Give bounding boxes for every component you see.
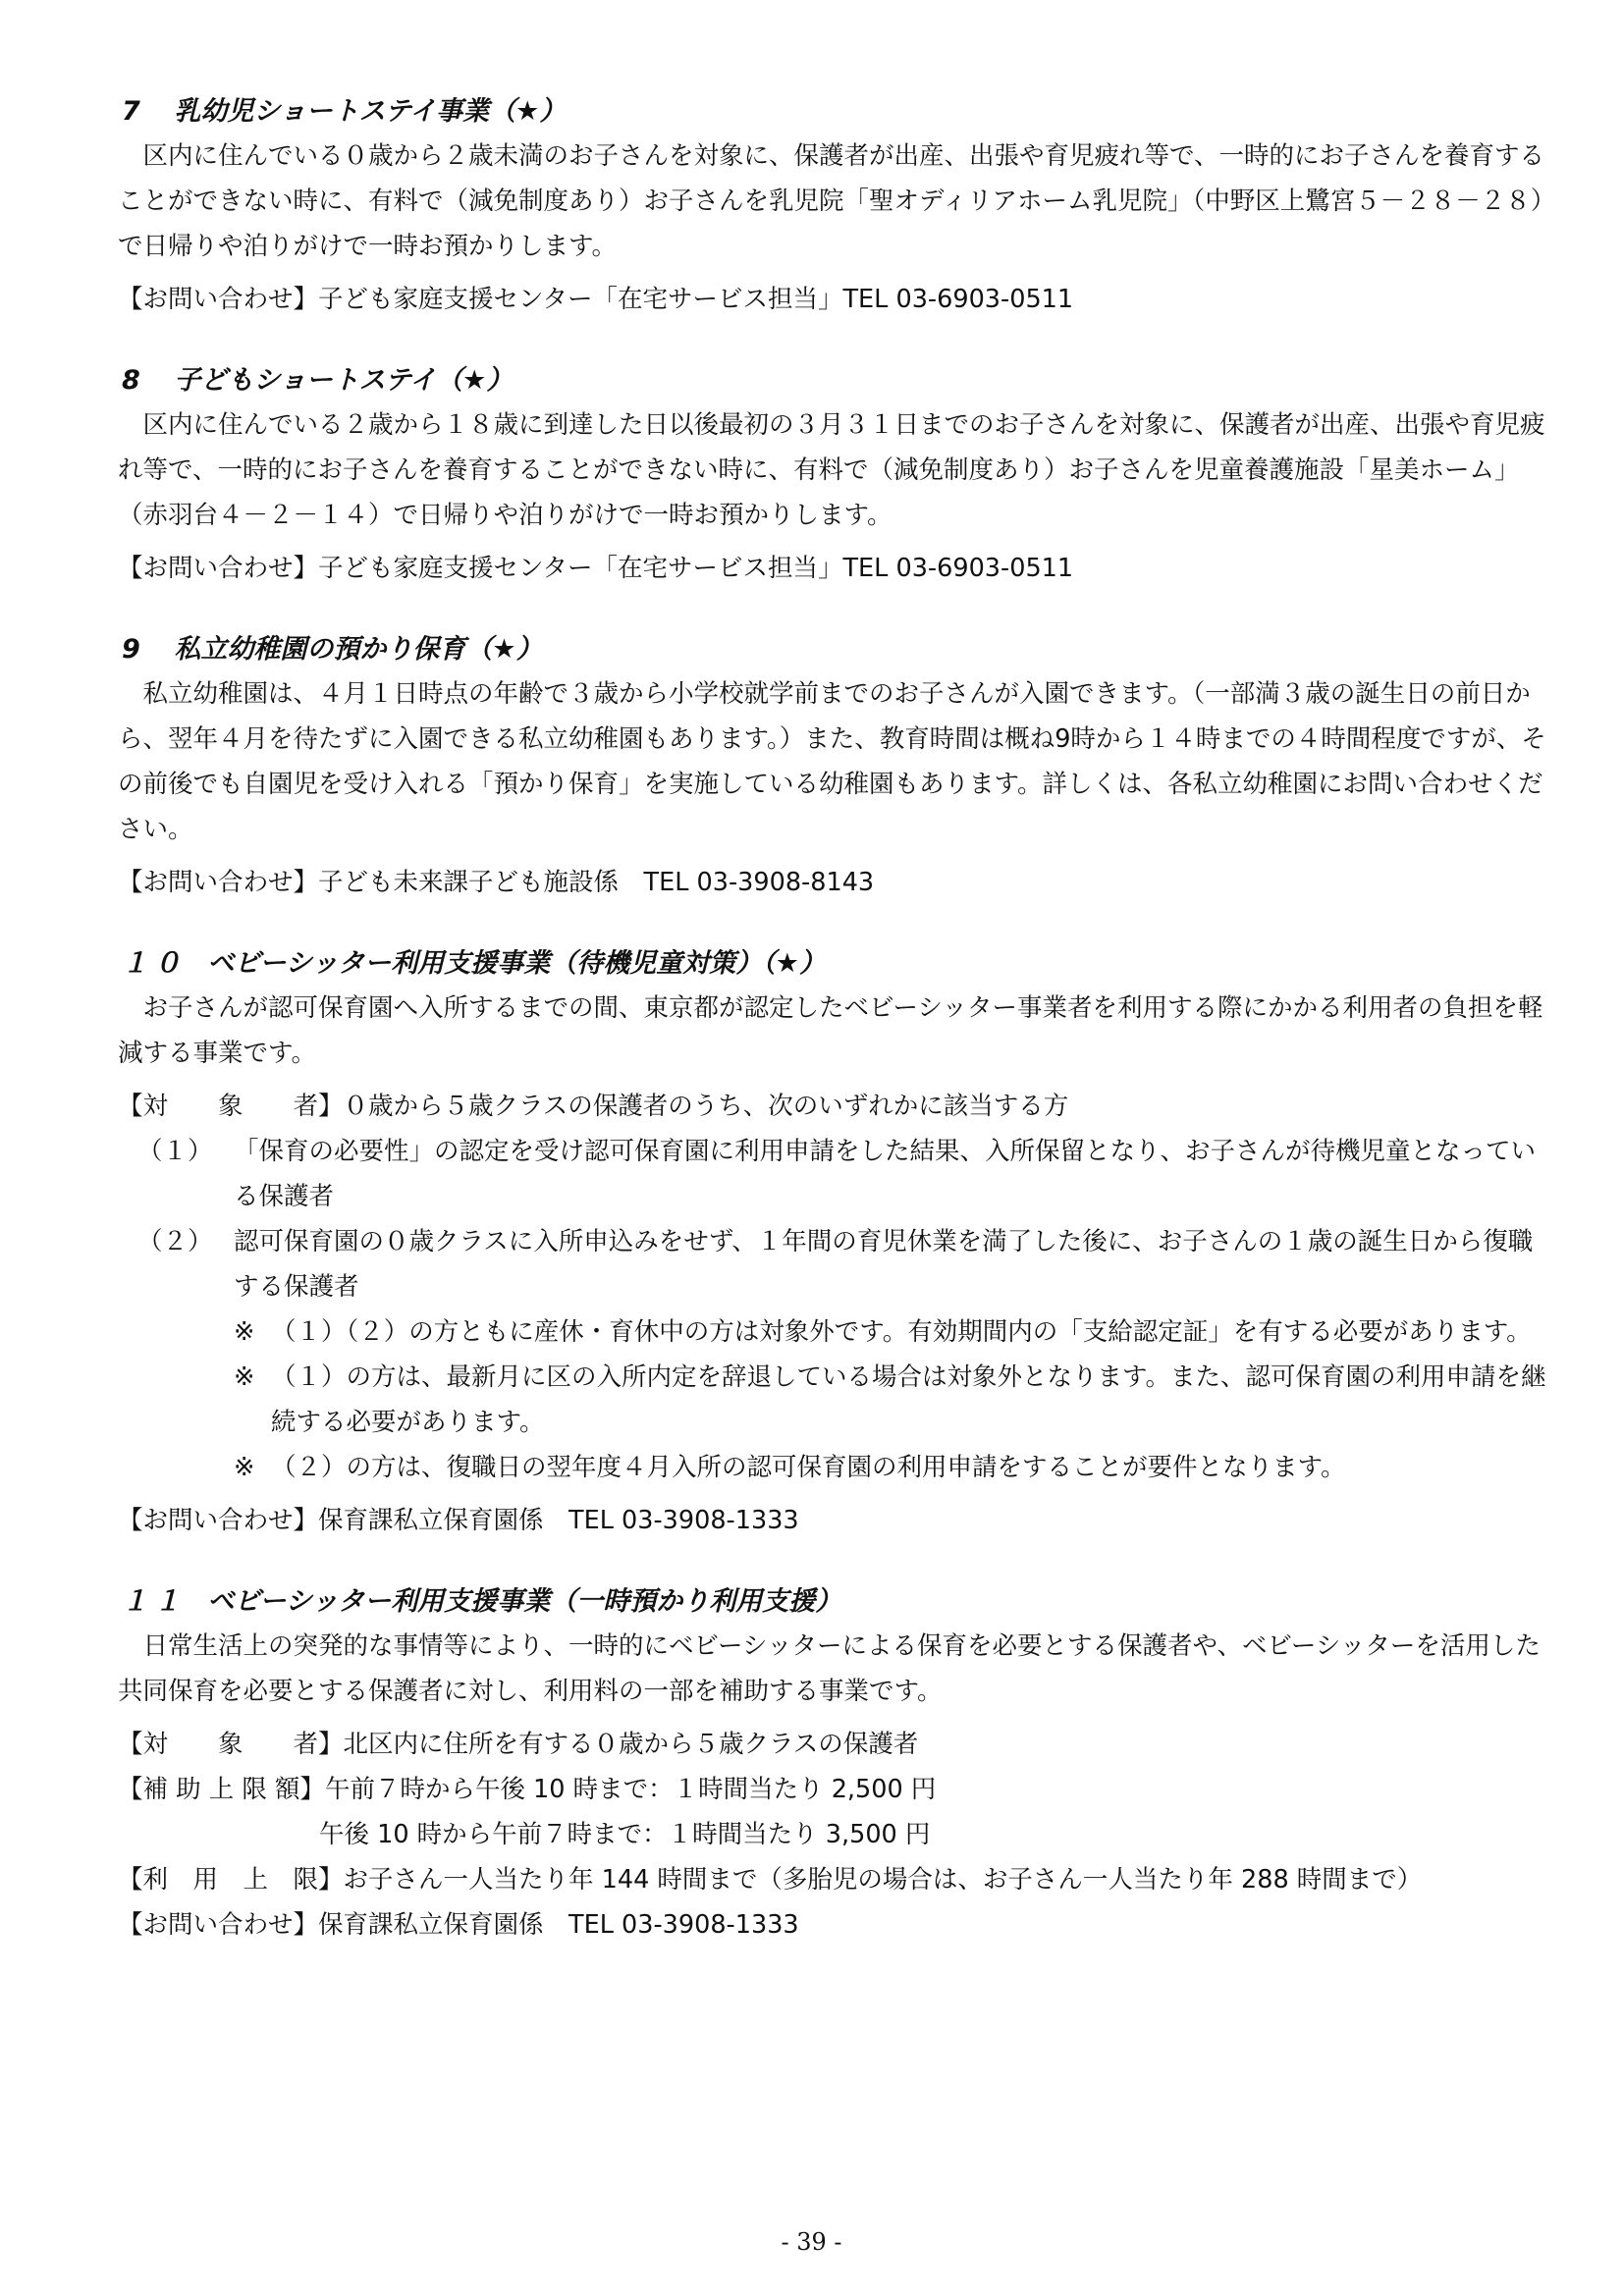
target-row xyxy=(118,1722,1551,1767)
list-item-marker: （２） xyxy=(137,1227,213,1256)
section-title: 私立幼稚園の預かり保育（★） xyxy=(174,634,543,665)
section-heading xyxy=(118,944,1551,984)
limit-label: 【利 用 上 限】 xyxy=(118,1865,344,1895)
note-text: （１）の方は、最新月に区の入所内定を辞退している場合は対象外となります。また、認可保育園の利用申請を継続する必要があります。 xyxy=(271,1362,1546,1437)
target-label: 【対 象 者】 xyxy=(118,1730,344,1759)
section-title: 子どもショートステイ（★） xyxy=(174,365,514,396)
list-item xyxy=(118,1219,1551,1309)
section-10 xyxy=(118,944,1551,1543)
list-item-text: 認可保育園の０歳クラスに入所申込みをせず、１年間の育児休業を満了した後に、お子さんの１歳の誕生日から復職する保護者 xyxy=(234,1227,1534,1302)
limit-value: お子さん一人当たり年 144 時間まで（多胎児の場合は、お子さん一人当たり年 288 時間まで） xyxy=(343,1865,1423,1895)
section-number: １０ xyxy=(122,948,187,979)
subsidy-label: 【補 助 上 限 額】 xyxy=(118,1775,325,1804)
section-number: 7 xyxy=(122,96,140,127)
subsidy-value-day: 午前７時から午後 10 時まで：１時間当たり 2,500 円 xyxy=(324,1775,937,1804)
subsidy-row xyxy=(118,1767,1551,1812)
document-page xyxy=(118,92,1551,1948)
section-title: 乳幼児ショートステイ事業（★） xyxy=(174,96,567,127)
section-7 xyxy=(118,92,1551,322)
section-heading xyxy=(118,630,1551,669)
contact-line: 【お問い合わせ】子ども未来課子ども施設係 TEL 03-3908-8143 xyxy=(118,868,875,897)
note-text: （２）の方は、復職日の翌年度４月入所の認可保育園の利用申請をすることが要件となります。 xyxy=(271,1453,1346,1482)
page-number: - 39 - xyxy=(781,2228,842,2256)
note-item xyxy=(118,1309,1551,1355)
list-item-text: 「保育の必要性」の認定を受け認可保育園に利用申請をした結果、入所保留となり、お子さんが待機児童となっている保護者 xyxy=(234,1137,1537,1211)
note-marker: ※ xyxy=(234,1317,255,1347)
section-heading xyxy=(118,92,1551,132)
section-number: 9 xyxy=(122,634,140,665)
contact-line: 【お問い合わせ】保育課私立保育園係 TEL 03-3908-1333 xyxy=(118,1910,799,1940)
section-title: ベビーシッター利用支援事業（待機児童対策）（★） xyxy=(207,948,826,979)
contact-line: 【お問い合わせ】子ども家庭支援センター「在宅サービス担当」TEL 03-6903-0511 xyxy=(118,554,1074,583)
section-11 xyxy=(118,1582,1551,1948)
section-heading xyxy=(118,361,1551,400)
section-number: １１ xyxy=(122,1586,187,1617)
target-value: ０歳から５歳クラスの保護者のうち、次のいずれかに該当する方 xyxy=(343,1092,1069,1121)
section-body: お子さんが認可保育園へ入所するまでの間、東京都が認定したベビーシッター事業者を利用する際にかかる利用者の負担を軽減する事業です。 xyxy=(118,993,1543,1068)
note-text: （１）（２）の方ともに産休・育休中の方は対象外です。有効期間内の「支給認定証」を有する必要があります。 xyxy=(271,1317,1532,1347)
section-body: 区内に住んでいる０歳から２歳未満のお子さんを対象に、保護者が出産、出張や育児疲れ等で、一時的にお子さんを養育することができない時に、有料で（減免制度あり）お子さんを乳児院「聖オディリアホーム乳児院」（中野区上鷺宮５－２８－２８）で日帰りや泊りがけで一時お預かりします。 xyxy=(118,141,1544,261)
section-title: ベビーシッター利用支援事業（一時預かり利用支援） xyxy=(207,1586,842,1617)
note-marker: ※ xyxy=(234,1362,255,1392)
section-heading xyxy=(118,1582,1551,1622)
section-number: 8 xyxy=(122,365,140,396)
contact-line: 【お問い合わせ】子ども家庭支援センター「在宅サービス担当」TEL 03-6903-0511 xyxy=(118,285,1074,314)
section-body: 私立幼稚園は、４月１日時点の年齢で３歳から小学校就学前までのお子さんが入園できます。（一部満３歳の誕生日の前日から、翌年４月を待たずに入園できる私立幼稚園もあります。）また、教育時間は概ね9時から１４時までの４時間程度ですが、その前後でも自園児を受け入れる「預かり保育」を実施している幼稚園もあります。詳しくは、各私立幼稚園にお問い合わせください。 xyxy=(118,679,1546,844)
note-item xyxy=(118,1355,1551,1445)
target-label: 【対 象 者】 xyxy=(118,1092,344,1121)
limit-row xyxy=(118,1857,1551,1902)
contact-line: 【お問い合わせ】保育課私立保育園係 TEL 03-3908-1333 xyxy=(118,1506,799,1535)
subsidy-value-night: 午後 10 時から午前７時まで：１時間当たり 3,500 円 xyxy=(319,1820,931,1849)
target-value: 北区内に住所を有する０歳から５歳クラスの保護者 xyxy=(343,1730,919,1759)
note-marker: ※ xyxy=(234,1453,255,1482)
section-9 xyxy=(118,630,1551,905)
section-body: 区内に住んでいる２歳から１８歳に到達した日以後最初の３月３１日までのお子さんを対象に、保護者が出産、出張や育児疲れ等で、一時的にお子さんを養育することができない時に、有料で（減免制度あり）お子さんを児童養護施設「星美ホーム」（赤羽台４－２－１４）で日帰りや泊りがけで一時お預かりします。 xyxy=(118,410,1545,530)
list-item-marker: （１） xyxy=(137,1137,213,1166)
section-8 xyxy=(118,361,1551,591)
list-item xyxy=(118,1129,1551,1219)
subsidy-row-night xyxy=(118,1812,1551,1857)
target-row xyxy=(118,1084,1551,1129)
note-item xyxy=(118,1445,1551,1490)
section-body: 日常生活上の突発的な事情等により、一時的にベビーシッターによる保育を必要とする保護者や、ベビーシッターを活用した共同保育を必要とする保護者に対し、利用料の一部を補助する事業です。 xyxy=(118,1631,1541,1706)
eligibility-list xyxy=(118,1129,1551,1490)
